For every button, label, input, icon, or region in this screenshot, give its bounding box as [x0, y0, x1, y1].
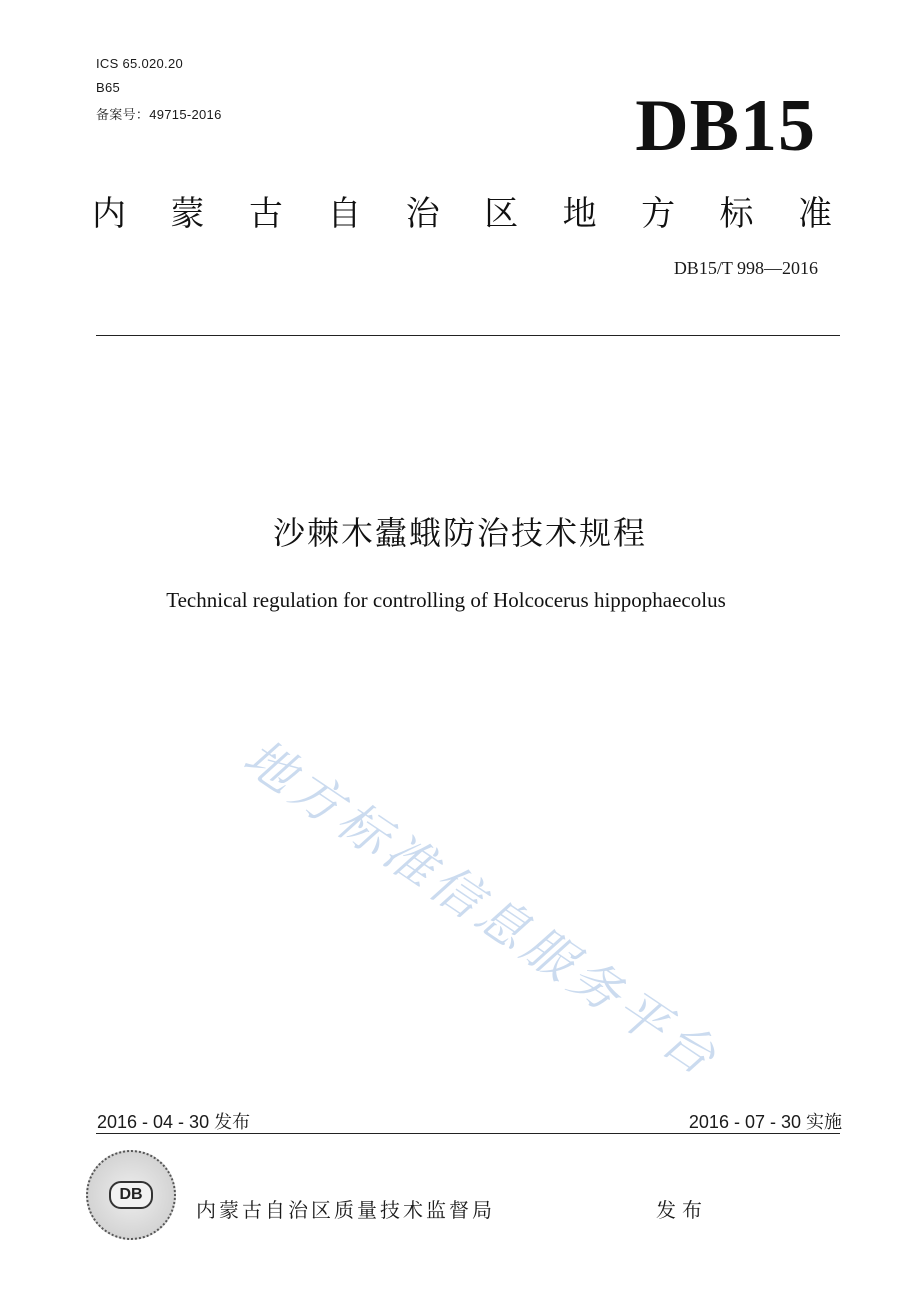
- standard-type-char: 标: [719, 194, 754, 234]
- ccs-code: B65: [96, 80, 121, 95]
- filing-number: 备案号：49715-2016: [96, 107, 222, 122]
- standard-type-char: 准: [797, 194, 832, 234]
- ics-code: ICS 65.020.20: [96, 56, 184, 71]
- standard-type-char: 自: [327, 194, 362, 234]
- watermark: 地方标准信息服务平台: [233, 727, 731, 1089]
- db15-logo: DB15: [635, 85, 816, 167]
- bottom-divider: [96, 1133, 840, 1134]
- standard-type-char: 区: [484, 194, 519, 234]
- standard-type-char: 治: [405, 194, 440, 234]
- seal-stamp: [86, 1150, 176, 1240]
- top-divider: [96, 335, 840, 336]
- standard-type-char: 内: [92, 194, 126, 234]
- standard-number: DB15/T 998—2016: [673, 258, 818, 278]
- implementation-date: 2016 - 07 - 30 实施: [688, 1112, 842, 1132]
- issue-date: 2016 - 04 - 30 发布: [97, 1112, 251, 1132]
- standard-type-char: 地: [562, 194, 597, 234]
- seal-label: DB: [109, 1181, 153, 1209]
- standard-type-char: 方: [641, 194, 676, 234]
- title-english: Technical regulation for controlling of Holcocerus hippophaecolus: [166, 588, 726, 612]
- standard-type-heading: [92, 186, 832, 235]
- standard-type-char: 古: [248, 194, 283, 234]
- publish-label: 发布: [656, 1198, 708, 1222]
- title-chinese: 沙棘木蠹蛾防治技术规程: [272, 514, 647, 552]
- standard-type-char: 蒙: [170, 194, 205, 234]
- issuing-authority: 内蒙古自治区质量技术监督局: [196, 1198, 495, 1222]
